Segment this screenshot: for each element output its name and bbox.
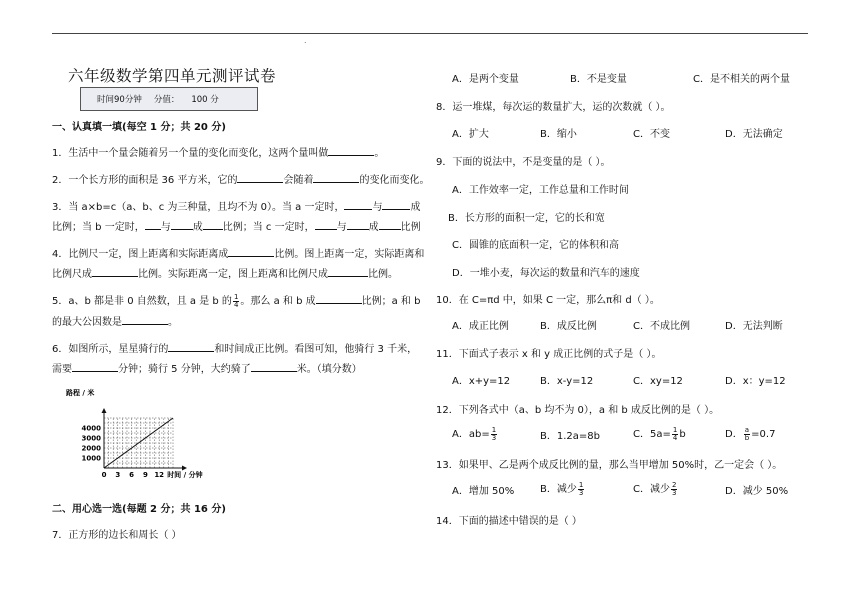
q10-option-b[interactable]: B．成反比例: [540, 321, 597, 332]
distance-time-chart: [64, 386, 214, 481]
q9-option-b[interactable]: B．长方形的面积一定，它的长和宽: [448, 213, 605, 224]
answer-blank[interactable]: [316, 294, 362, 304]
answer-blank[interactable]: [228, 247, 274, 257]
x-tick-label: 3: [115, 471, 121, 479]
q13-option-d[interactable]: D．减少 50%: [725, 486, 789, 497]
fraction: $\frac{a}{b}$: [744, 425, 750, 442]
fraction: $\frac{2}{3}$: [671, 480, 677, 497]
answer-blank[interactable]: [347, 220, 369, 230]
x-tick-label: 6: [129, 471, 135, 479]
question-4-line2: 比例尺成 比例。实际距离一定，图上距离和比例尺成 比例。: [52, 269, 398, 280]
page-title: 六年级数学第四单元测评试卷: [68, 67, 277, 85]
q8-option-d[interactable]: D．无法确定: [725, 129, 783, 140]
fraction: $\frac{1}{4}$: [233, 292, 239, 309]
question-5-line2: 的最大公因数是 。: [52, 317, 178, 328]
q9-option-c[interactable]: C．圆锥的底面积一定，它的体积和高: [452, 240, 619, 251]
fraction: $\frac{1}{3}$: [578, 480, 584, 497]
question-6-line1: 6．如图所示，星星骑行的 和时间成正比例。看图可知，他骑行 3 千米，: [52, 344, 418, 355]
header-dot: .: [304, 36, 307, 45]
q12-option-c[interactable]: C．5a= $\frac{1}{4}$ b: [633, 425, 686, 442]
x-tick-label: 0: [101, 471, 107, 479]
question-4-line1: 4．比例尺一定，图上距离和实际距离成 比例。图上距离一定，实际距离和: [52, 249, 425, 260]
q11-option-d[interactable]: D．x：y=12: [725, 376, 786, 387]
x-tick-label: 9: [142, 471, 148, 479]
question-3-line2: 比例；当 b 一定时， 与 成 比例；当 c 一定时， 与 成 比例: [52, 222, 421, 233]
q11-option-a[interactable]: A．x+y=12: [452, 376, 511, 387]
q8-option-a[interactable]: A．扩大: [452, 129, 489, 140]
y-tick-label: 1000: [81, 454, 101, 463]
y-axis-arrow: [102, 408, 107, 413]
q8-option-b[interactable]: B．缩小: [540, 129, 577, 140]
question-6-line2: 需要 分钟；骑行 5 分钟，大约骑了 米。（填分数）: [52, 364, 362, 375]
question-3-line1: 3．当 a×b=c（a、b、c 为三种量，且均不为 0）。当 a 一定时， 与 成: [52, 202, 421, 213]
answer-blank[interactable]: [171, 220, 193, 230]
answer-blank[interactable]: [72, 362, 118, 372]
info-box: [80, 87, 258, 111]
section1-heading: 一、认真填一填(每空 1 分；共 20 分): [52, 122, 226, 133]
x-tick-label: 12: [154, 471, 165, 479]
q9-option-d[interactable]: D．一堆小麦，每次运的数量和汽车的速度: [452, 268, 640, 279]
y-tick-label: 4000: [81, 424, 101, 433]
section2-heading: 二、用心选一选(每题 2 分；共 16 分): [52, 504, 226, 515]
question-14: 14．下面的描述中错误的是（ ）: [436, 516, 582, 527]
question-1: 1．生活中一个量会随着另一个量的变化而变化，这两个量叫做 。: [52, 148, 385, 159]
time-text: 时间90分钟: [97, 95, 142, 105]
q7-option-b[interactable]: B．不是变量: [570, 74, 627, 85]
answer-blank[interactable]: [379, 220, 401, 230]
answer-blank[interactable]: [92, 267, 138, 277]
q10-option-a[interactable]: A．成正比例: [452, 321, 509, 332]
answer-blank[interactable]: [237, 173, 283, 183]
question-11: 11．下面式子表示 x 和 y 成正比例的式子是（ ）。: [436, 349, 662, 360]
y-axis-label: 路程 / 米: [66, 389, 95, 397]
question-2: 2．一个长方形的面积是 36 平方米，它的 会随着 的变化而变化。: [52, 175, 430, 186]
fraction: $\frac{1}{3}$: [491, 425, 497, 442]
question-9: 9．下面的说法中，不是变量的是（ ）。: [436, 157, 611, 168]
answer-blank[interactable]: [122, 315, 168, 325]
q13-option-a[interactable]: A．增加 50%: [452, 486, 515, 497]
answer-blank[interactable]: [328, 146, 374, 156]
score-label: 分值：: [153, 95, 180, 105]
q8-option-c[interactable]: C．不变: [633, 129, 670, 140]
q9-option-a[interactable]: A．工作效率一定，工作总量和工作时间: [452, 185, 629, 196]
question-13: 13．如果甲、乙是两个成反比例的量，那么当甲增加 50%时，乙一定会（ ）。: [436, 460, 783, 471]
y-tick-label: 2000: [81, 444, 101, 453]
answer-blank[interactable]: [344, 200, 372, 210]
q10-option-d[interactable]: D．无法判断: [725, 321, 783, 332]
q10-option-c[interactable]: C．不成比例: [633, 321, 690, 332]
question-10: 10．在 C=πd 中，如果 C 一定，那么π和 d（ ）。: [436, 295, 660, 306]
q13-option-b[interactable]: B．减少 $\frac{1}{3}$: [540, 480, 584, 497]
question-5-line1: 5．a、b 都是非 0 自然数，且 a 是 b 的 $\frac{1}{4}$ 。那么 a 和 b 成 比例；a 和 b: [52, 292, 421, 309]
question-12: 12．下列各式中（a、b 均不为 0），a 和 b 成反比例的是（ ）。: [436, 405, 720, 416]
q12-option-d[interactable]: D． $\frac{a}{b}$ =0.7: [725, 425, 776, 442]
fraction: $\frac{1}{4}$: [672, 425, 678, 442]
x-axis-arrow: [182, 466, 187, 471]
question-7: 7．正方形的边长和周长（ ）: [52, 530, 182, 541]
answer-blank[interactable]: [315, 220, 337, 230]
score-value: 100 分: [191, 95, 219, 105]
q7-option-c[interactable]: C．是不相关的两个量: [693, 74, 790, 85]
answer-blank[interactable]: [382, 200, 410, 210]
answer-blank[interactable]: [168, 342, 214, 352]
q12-option-a[interactable]: A．ab= $\frac{1}{3}$: [452, 425, 497, 442]
answer-blank[interactable]: [145, 220, 161, 230]
question-8: 8．运一堆煤，每次运的数量扩大，运的次数就（ ）。: [436, 102, 671, 113]
answer-blank[interactable]: [328, 267, 368, 277]
answer-blank[interactable]: [203, 220, 223, 230]
answer-blank[interactable]: [313, 173, 359, 183]
q11-option-b[interactable]: B．x-y=12: [540, 376, 594, 387]
x-axis-label: 时间 / 分钟: [167, 471, 203, 479]
q12-option-b[interactable]: B．1.2a=8b: [540, 431, 600, 442]
top-rule: [52, 33, 808, 34]
q13-option-c[interactable]: C．减少 $\frac{2}{3}$: [633, 480, 677, 497]
y-tick-label: 3000: [81, 434, 101, 443]
q11-option-c[interactable]: C．xy=12: [633, 376, 683, 387]
q7-option-a[interactable]: A．是两个变量: [452, 74, 519, 85]
answer-blank[interactable]: [251, 362, 297, 372]
